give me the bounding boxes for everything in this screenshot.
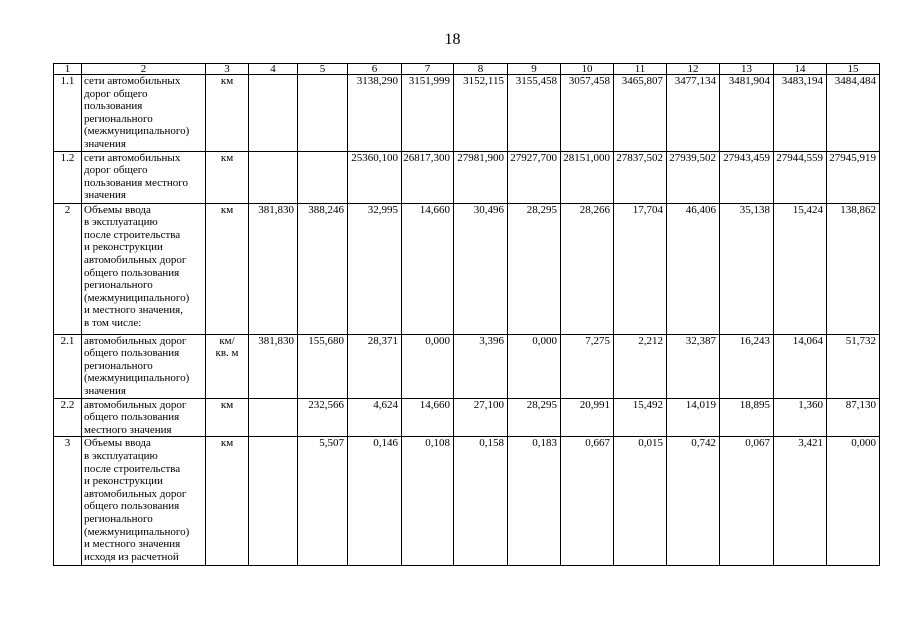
value-cell: 3477,134 [667, 75, 720, 152]
column-header: 2 [82, 64, 206, 75]
indicator-name-line: Объемы ввода [84, 203, 151, 216]
indicator-name-line: автомобильных дорог [84, 334, 187, 347]
indicator-name-line: и реконструкции [84, 241, 163, 254]
value-cell: 32,995 [348, 203, 402, 334]
header-row [54, 64, 880, 75]
value-cell: 0,000 [508, 334, 561, 398]
value-cell: 232,566 [298, 398, 348, 437]
value-cell: 381,830 [249, 334, 298, 398]
indicator-name [82, 437, 206, 566]
value-cell: 28,295 [508, 398, 561, 437]
indicator-name-line: автомобильных дорог [84, 487, 187, 500]
indicator-name-line: в том числе: [84, 316, 142, 329]
indicator-name-line: дорог общего [84, 87, 148, 100]
table-row [54, 203, 880, 334]
value-cell: 27837,502 [614, 151, 667, 203]
column-header: 11 [614, 64, 667, 75]
indicator-name-line: общего пользования [84, 347, 180, 360]
value-cell [298, 75, 348, 152]
indicator-name-line: (межмуниципального) [84, 291, 190, 304]
unit-line: км/ [219, 334, 235, 347]
indicator-name-line: после строительства [84, 228, 181, 241]
unit-line: км [220, 203, 234, 216]
column-header: 6 [348, 64, 402, 75]
value-cell: 381,830 [249, 203, 298, 334]
indicator-name-line: и местного значения, [84, 304, 183, 317]
value-cell: 18,895 [720, 398, 774, 437]
value-cell: 14,660 [402, 203, 454, 334]
value-cell: 3151,999 [402, 75, 454, 152]
value-cell: 27943,459 [720, 151, 774, 203]
row-number: 3 [54, 437, 82, 566]
indicator-name-line: регионального [84, 279, 153, 292]
value-cell: 2,212 [614, 334, 667, 398]
column-header: 10 [561, 64, 614, 75]
indicator-name-line: после строительства [84, 462, 181, 475]
value-cell: 25360,100 [348, 151, 402, 203]
value-cell: 27945,919 [827, 151, 880, 203]
unit-line: км [220, 398, 234, 411]
indicator-name [82, 203, 206, 334]
indicator-name [82, 398, 206, 437]
value-cell: 16,243 [720, 334, 774, 398]
column-header: 3 [206, 64, 249, 75]
indicator-name-line: автомобильных дорог [84, 398, 187, 411]
value-cell: 27927,700 [508, 151, 561, 203]
value-cell: 46,406 [667, 203, 720, 334]
value-cell: 14,660 [402, 398, 454, 437]
indicator-name-line: Объемы ввода [84, 437, 151, 450]
value-cell: 28,266 [561, 203, 614, 334]
value-cell: 3138,290 [348, 75, 402, 152]
unit-cell [206, 75, 249, 152]
column-header: 5 [298, 64, 348, 75]
column-header: 14 [774, 64, 827, 75]
value-cell: 3484,484 [827, 75, 880, 152]
value-cell: 17,704 [614, 203, 667, 334]
value-cell: 27981,900 [454, 151, 508, 203]
indicator-name-line: дорог общего [84, 164, 148, 177]
value-cell: 1,360 [774, 398, 827, 437]
data-table [53, 63, 880, 566]
unit-line: км [220, 75, 234, 87]
column-header: 1 [54, 64, 82, 75]
value-cell: 32,387 [667, 334, 720, 398]
indicator-name [82, 151, 206, 203]
unit-cell [206, 437, 249, 566]
table-row [54, 151, 880, 203]
value-cell: 15,424 [774, 203, 827, 334]
column-header: 8 [454, 64, 508, 75]
row-number: 2 [54, 203, 82, 334]
value-cell [298, 151, 348, 203]
value-cell: 26817,300 [402, 151, 454, 203]
table-row [54, 75, 880, 152]
value-cell: 15,492 [614, 398, 667, 437]
value-cell: 30,496 [454, 203, 508, 334]
value-cell: 0,015 [614, 437, 667, 566]
indicator-name-line: значения [84, 384, 126, 397]
indicator-name [82, 75, 206, 152]
unit-line: км [220, 151, 234, 164]
column-header: 12 [667, 64, 720, 75]
value-cell: 20,991 [561, 398, 614, 437]
column-header: 7 [402, 64, 454, 75]
value-cell: 3152,115 [454, 75, 508, 152]
indicator-name-line: общего пользования [84, 500, 180, 513]
value-cell: 27939,502 [667, 151, 720, 203]
indicator-name-line: регионального [84, 359, 153, 372]
indicator-name-line: сети автомобильных [84, 151, 181, 164]
value-cell: 14,019 [667, 398, 720, 437]
indicator-name-line: пользования местного [84, 176, 188, 189]
indicator-name-line: пользования [84, 100, 143, 113]
value-cell: 0,742 [667, 437, 720, 566]
value-cell: 155,680 [298, 334, 348, 398]
indicator-name-line: общего пользования [84, 266, 180, 279]
value-cell: 5,507 [298, 437, 348, 566]
value-cell: 138,862 [827, 203, 880, 334]
indicator-name-line: регионального [84, 512, 153, 525]
indicator-name-line: (межмуниципального) [84, 525, 190, 538]
unit-cell [206, 151, 249, 203]
value-cell: 0,667 [561, 437, 614, 566]
value-cell: 28,371 [348, 334, 402, 398]
indicator-name-line: (межмуниципального) [84, 125, 190, 138]
column-header: 15 [827, 64, 880, 75]
value-cell: 0,183 [508, 437, 561, 566]
value-cell: 0,000 [402, 334, 454, 398]
unit-line: км [220, 437, 234, 450]
unit-cell [206, 334, 249, 398]
page-number: 18 [444, 31, 461, 48]
value-cell: 14,064 [774, 334, 827, 398]
indicator-name-line: местного значения [84, 423, 172, 436]
value-cell: 0,158 [454, 437, 508, 566]
value-cell: 27944,559 [774, 151, 827, 203]
row-number: 2.1 [54, 334, 82, 398]
value-cell: 87,130 [827, 398, 880, 437]
indicator-name-line: (межмуниципального) [84, 372, 190, 385]
unit-line: кв. м [215, 347, 239, 360]
indicator-name-line: значения [84, 189, 126, 202]
indicator-name-line: автомобильных дорог [84, 253, 187, 266]
row-number: 2.2 [54, 398, 82, 437]
indicator-name-line: и реконструкции [84, 475, 163, 488]
column-header: 13 [720, 64, 774, 75]
indicator-name-line: исходя из расчетной [84, 550, 179, 563]
value-cell: 0,108 [402, 437, 454, 566]
value-cell [249, 75, 298, 152]
table-row [54, 334, 880, 398]
value-cell: 3,421 [774, 437, 827, 566]
value-cell [249, 151, 298, 203]
value-cell: 3155,458 [508, 75, 561, 152]
value-cell: 3483,194 [774, 75, 827, 152]
column-header: 9 [508, 64, 561, 75]
table-row [54, 437, 880, 566]
indicator-name-line: и местного значения [84, 538, 181, 551]
value-cell [249, 437, 298, 566]
value-cell: 28,295 [508, 203, 561, 334]
value-cell: 3057,458 [561, 75, 614, 152]
column-header: 4 [249, 64, 298, 75]
indicator-name-line: регионального [84, 112, 153, 125]
value-cell: 0,067 [720, 437, 774, 566]
value-cell: 3,396 [454, 334, 508, 398]
value-cell: 0,000 [827, 437, 880, 566]
value-cell: 27,100 [454, 398, 508, 437]
row-number: 1.1 [54, 75, 82, 152]
row-number: 1.2 [54, 151, 82, 203]
value-cell: 388,246 [298, 203, 348, 334]
indicator-name-line: общего пользования [84, 411, 180, 424]
indicator-name [82, 334, 206, 398]
indicator-name-line: в эксплуатацию [84, 449, 158, 462]
value-cell: 4,624 [348, 398, 402, 437]
indicator-name-line: сети автомобильных [84, 75, 181, 87]
unit-cell [206, 203, 249, 334]
value-cell: 51,732 [827, 334, 880, 398]
value-cell: 7,275 [561, 334, 614, 398]
value-cell: 3465,807 [614, 75, 667, 152]
table-row [54, 398, 880, 437]
value-cell: 0,146 [348, 437, 402, 566]
unit-cell [206, 398, 249, 437]
value-cell: 28151,000 [561, 151, 614, 203]
indicator-name-line: значения [84, 137, 126, 150]
value-cell: 35,138 [720, 203, 774, 334]
value-cell: 3481,904 [720, 75, 774, 152]
indicator-name-line: в эксплуатацию [84, 216, 158, 229]
value-cell [249, 398, 298, 437]
